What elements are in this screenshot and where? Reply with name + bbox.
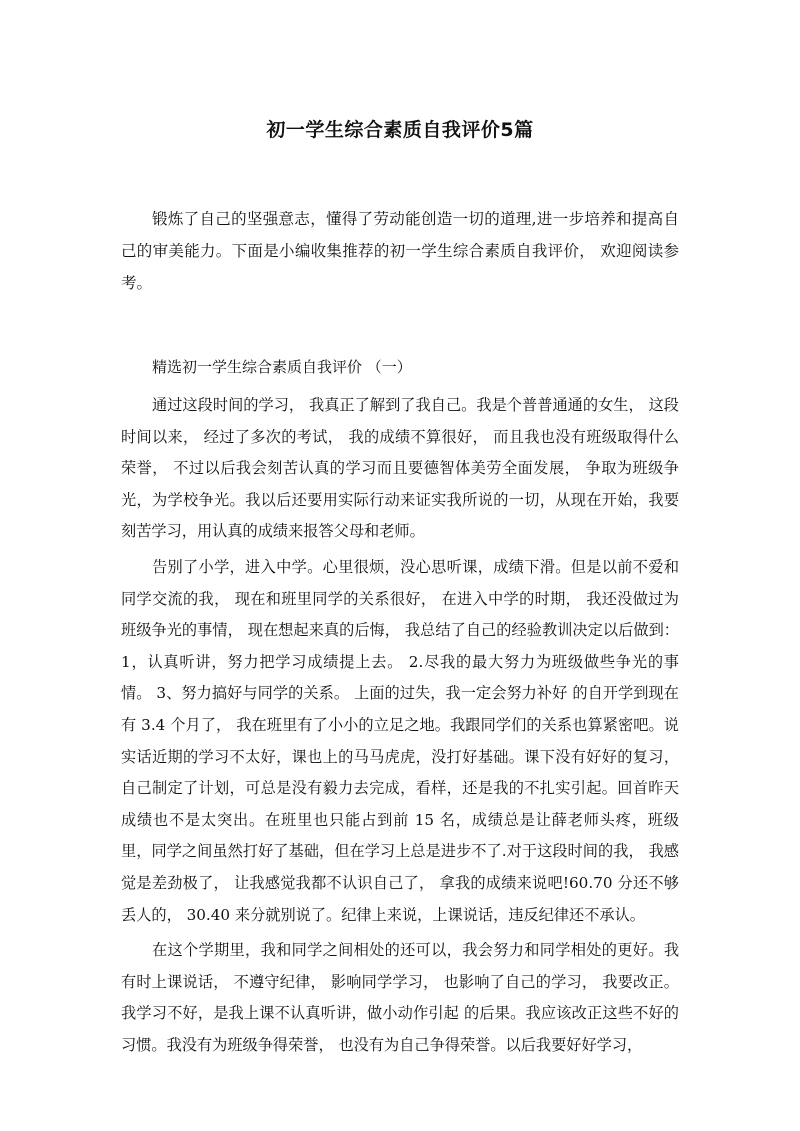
- body-paragraph-1: 通过这段时间的学习， 我真正了解到了我自己。我是个普普通通的女生， 这段时间以来， 经过了多次的考试， 我的成绩不算很好， 而且我也没有班级取得什么荣誉， 不过以后我会刻苦认真的学习而且要德智体美劳全面发展， 争取为班级争光，为学校争光。我以后还要用实际行动来证实我所说的一切，从现在开始，我要刻苦学习，用认真的成绩来报答父母和老师。: [121, 396, 679, 541]
- body-paragraph-3: 在这个学期里，我和同学之间相处的还可以，我会努力和同学相处的更好。我有时上课说话， 不遵守纪律， 影响同学学习， 也影响了自己的学习， 我要改正。我学习不好，是我上课不认真听讲，做小动作引起 的后果。我应该改正这些不好的习惯。我没有为班级争得荣誉， 也没有为自己争得荣誉。以后我要好好学习，: [121, 941, 679, 1054]
- body-paragraph-2: 告别了小学，进入中学。心里很烦，没心思听课，成绩下滑。但是以前不爱和同学交流的我， 现在和班里同学的关系很好， 在进入中学的时期， 我还没做过为班级争光的事情， 现在想起来真的后悔， 我总结了自己的经验教训决定以后做到： 1，认真听讲，努力把学习成绩提上去。 2.尽我的最大努力为班级做些争光的事情。 3、努力搞好与同学的关系。 上面的过失，我一定会努力补好 的自开学到现在有 3.4 个月了， 我在班里有了小小的立足之地。我跟同学们的关系也算紧密吧。说实话近期的学习不太好，课也上的马马虎虎，没打好基础。课下没有好好的复习，自己制定了计划，可总是没有毅力去完成，看样，还是我的不扎实引起。回首昨天成绩也不是太突出。在班里也只能占到前 15 名，成绩总是让薛老师头疼，班级里，同学之间虽然打好了基础，但在学习上总是进步不了.对于这段时间的我， 我感觉是差劲极了， 让我感觉我都不认识自己了， 拿我的成绩来说吧!60.70 分还不够丢人的， 30.40 来分就别说了。纪律上来说，上课说话，违反纪律还不承认。: [121, 557, 679, 924]
- document-title: 初一学生综合素质自我评价5篇: [266, 119, 534, 141]
- body-text: [121, 390, 679, 1065]
- section-heading: 精选初一学生综合素质自我评价 （一）: [152, 358, 412, 376]
- intro-paragraph: 锻炼了自己的坚强意志，懂得了劳动能创造一切的道理,进一步培养和提高自己的审美能力。下面是小编收集推荐的初一学生综合素质自我评价， 欢迎阅读参考。: [121, 210, 679, 292]
